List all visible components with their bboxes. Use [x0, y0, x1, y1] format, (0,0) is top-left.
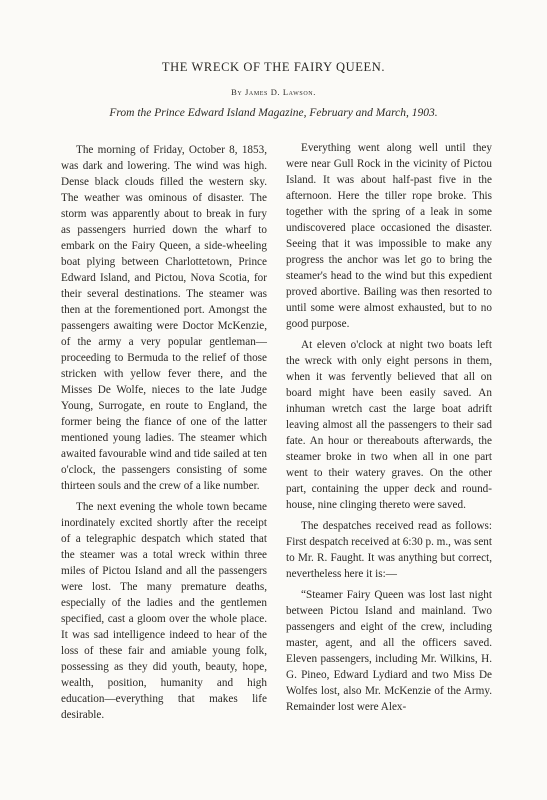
paragraph: Everything went along well until they were near Gull Rock in the vicinity of Pictou Island. It was about half-past five in the afternoon. Here the tiller rope broke. This together with the spring of a leak in some undiscovered place occasioned the disaster. Seeing that it was impossible to make any progress the anchor was let go to bring the steamer's head to the wind but this expedient proved abortive. Bailing was then resorted to until some were almost exhausted, but to no good purpose. — [286, 142, 492, 330]
paragraph: The despatches received read as follows: First despatch received at 6:30 p. m., was sent to Mr. R. Faught. It was anything but correct, nevertheless here it is:— — [286, 520, 492, 580]
article-source: From the Prince Edward Island Magazine, February and March, 1903. — [109, 107, 438, 119]
article-title: THE WRECK OF THE FAIRY QUEEN. — [161, 60, 386, 74]
left-column — [61, 142, 267, 728]
paragraph: The morning of Friday, October 8, 1853, was dark and lowering. The wind was high. Dense black clouds filled the western sky. The weather was ominous of disaster. The storm was apparently about to break in fury as passengers hurried down the wharf to embark on the Fairy Queen, a side-wheeling boat plying between Charlottetown, Prince Edward Island, and Pictou, Nova Scotia, for their several destinations. The steamer was then at the forementioned port. Amongst the passengers awaiting were Doctor McKenzie, of the army a very popular gentleman—proceeding to Bermuda to the relief of those stricken with yellow fever there, and the Misses De Wolfe, nieces to the late Judge Young, Surrogate, en route to England, the former being the fiance of one of the latter mentioned young ladies. The steamer which awaited favourable wind and tide sailed at ten o'clock, the passengers consisting of some thirteen souls and the crew of a like number. — [61, 144, 267, 492]
paragraph: The next evening the whole town became inordinately excited shortly after the receipt of a telegraphic despatch which stated that the steamer was a total wreck within three miles of Pictou Island and all the passengers were lost. The many premature deaths, especially of the ladies and the gentlemen specified, cast a gloom over the whole place. It was sad intelligence indeed to hear of the loss of these fair and amiable young folk, possessing as they did youth, beauty, hope, wealth, position, humanity and high education—everything that makes life desirable. — [61, 501, 267, 721]
paragraph: “Steamer Fairy Queen was lost last night between Pictou Island and mainland. Two passengers and eight of the crew, including master, agent, and all the officers saved. Eleven passengers, including Mr. Wilkins, H. G. Pineo, Edward Lydiard and two Miss De Wolfes lost, also Mr. McKenzie of the Army. Remainder lost were Alex- — [286, 589, 492, 713]
article-byline: By James D. Lawson. — [231, 87, 316, 97]
paragraph: At eleven o'clock at night two boats left the wreck with only eight persons in them, when it was fervently believed that all on board might have been easily saved. An inhuman wretch cast the large boat adrift leaving almost all the passengers to their sad fate. An hour or thereabouts afterwards, the steamer broke in two when all in one part went to their watery graves. On the other part, containing the upper deck and round-house, nine clinging thereto were saved. — [286, 339, 492, 511]
right-column — [286, 140, 492, 720]
